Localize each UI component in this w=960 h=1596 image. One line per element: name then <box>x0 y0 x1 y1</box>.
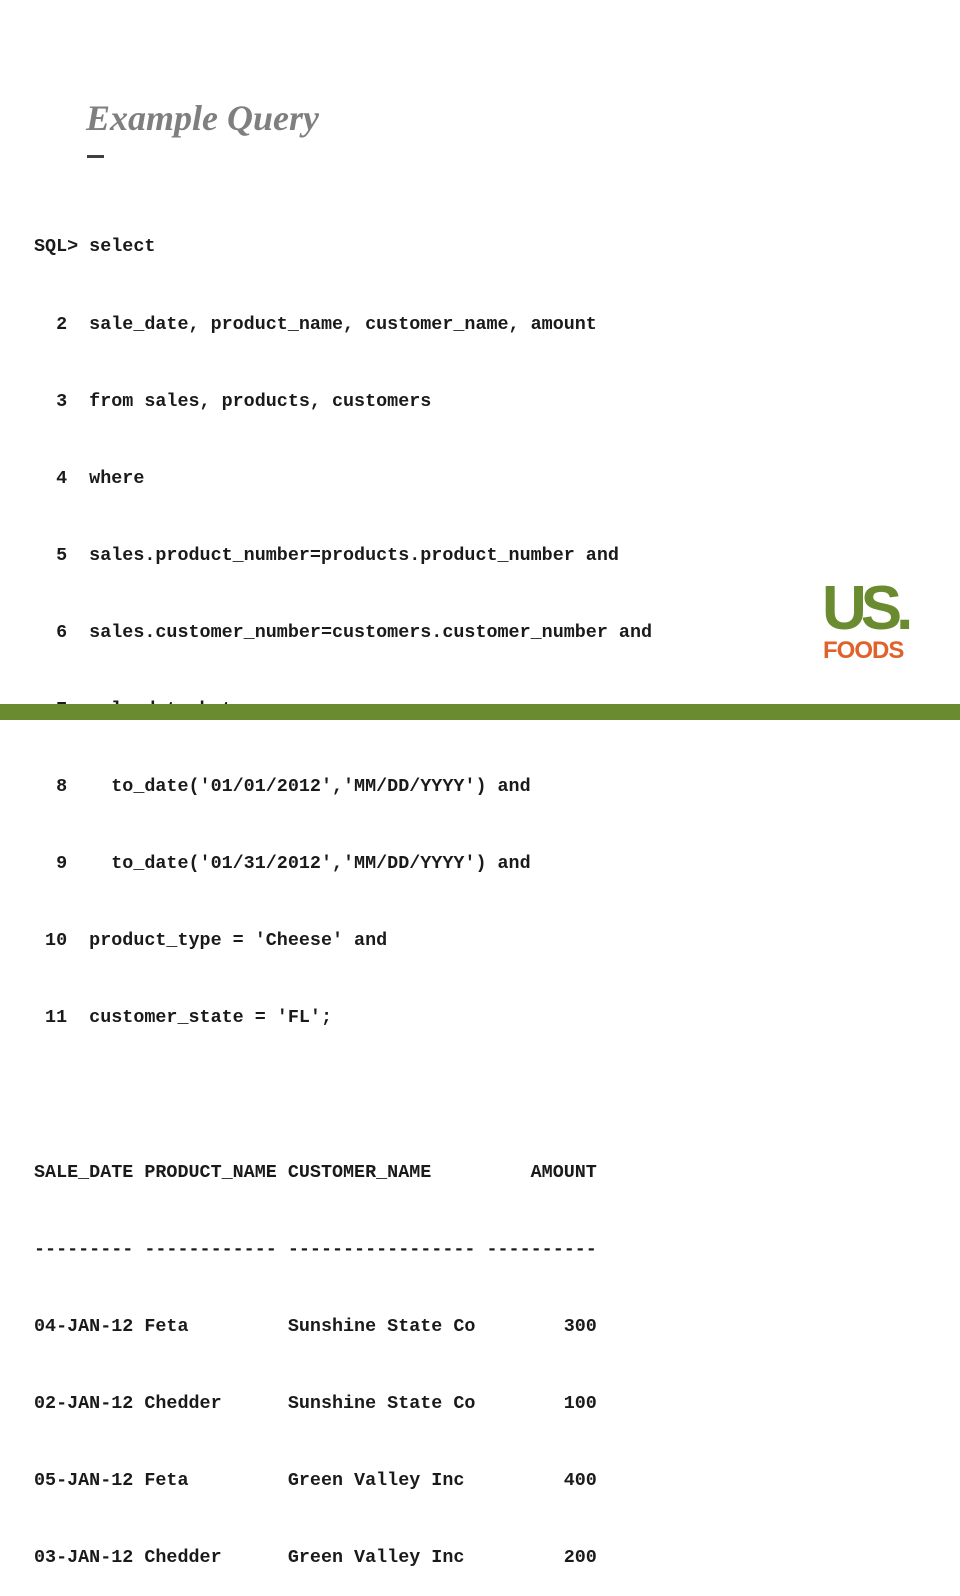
code-line: 8 to_date('01/01/2012','MM/DD/YYYY') and <box>34 776 531 798</box>
logo-primary-text: US. <box>822 574 908 643</box>
result-row: 02-JAN-12 Chedder Sunshine State Co 100 <box>34 1392 597 1414</box>
code-line: 6 sales.customer_number=customers.customer_number and <box>34 621 653 643</box>
code-line: 5 sales.product_number=products.product_number and <box>34 544 619 566</box>
code-line: 10 product_type = 'Cheese' and <box>34 930 388 952</box>
footer-bar <box>0 704 960 720</box>
sql-code-block <box>34 183 652 1596</box>
slide-title: Example Query <box>86 98 319 138</box>
code-line: 4 where <box>34 467 145 489</box>
result-row: 04-JAN-12 Feta Sunshine State Co 300 <box>34 1315 597 1337</box>
code-line: 9 to_date('01/31/2012','MM/DD/YYYY') and <box>34 853 531 875</box>
result-row: 03-JAN-12 Chedder Green Valley Inc 200 <box>34 1547 597 1568</box>
logo-secondary-text: FOODS <box>823 637 904 664</box>
title-underline <box>87 155 104 158</box>
result-header: SALE_DATE PRODUCT_NAME CUSTOMER_NAME AMOUNT <box>34 1161 597 1183</box>
result-separator: --------- ------------ ----------------- ---------- <box>34 1238 597 1260</box>
code-line: SQL> select <box>34 236 156 258</box>
code-line: 11 customer_state = 'FL'; <box>34 1007 332 1029</box>
result-row: 05-JAN-12 Feta Green Valley Inc 400 <box>34 1469 597 1491</box>
code-line: 3 from sales, products, customers <box>34 390 432 412</box>
us-foods-logo <box>822 574 914 668</box>
code-line: 2 sale_date, product_name, customer_name, amount <box>34 313 597 335</box>
code-line-blank <box>34 1082 652 1108</box>
